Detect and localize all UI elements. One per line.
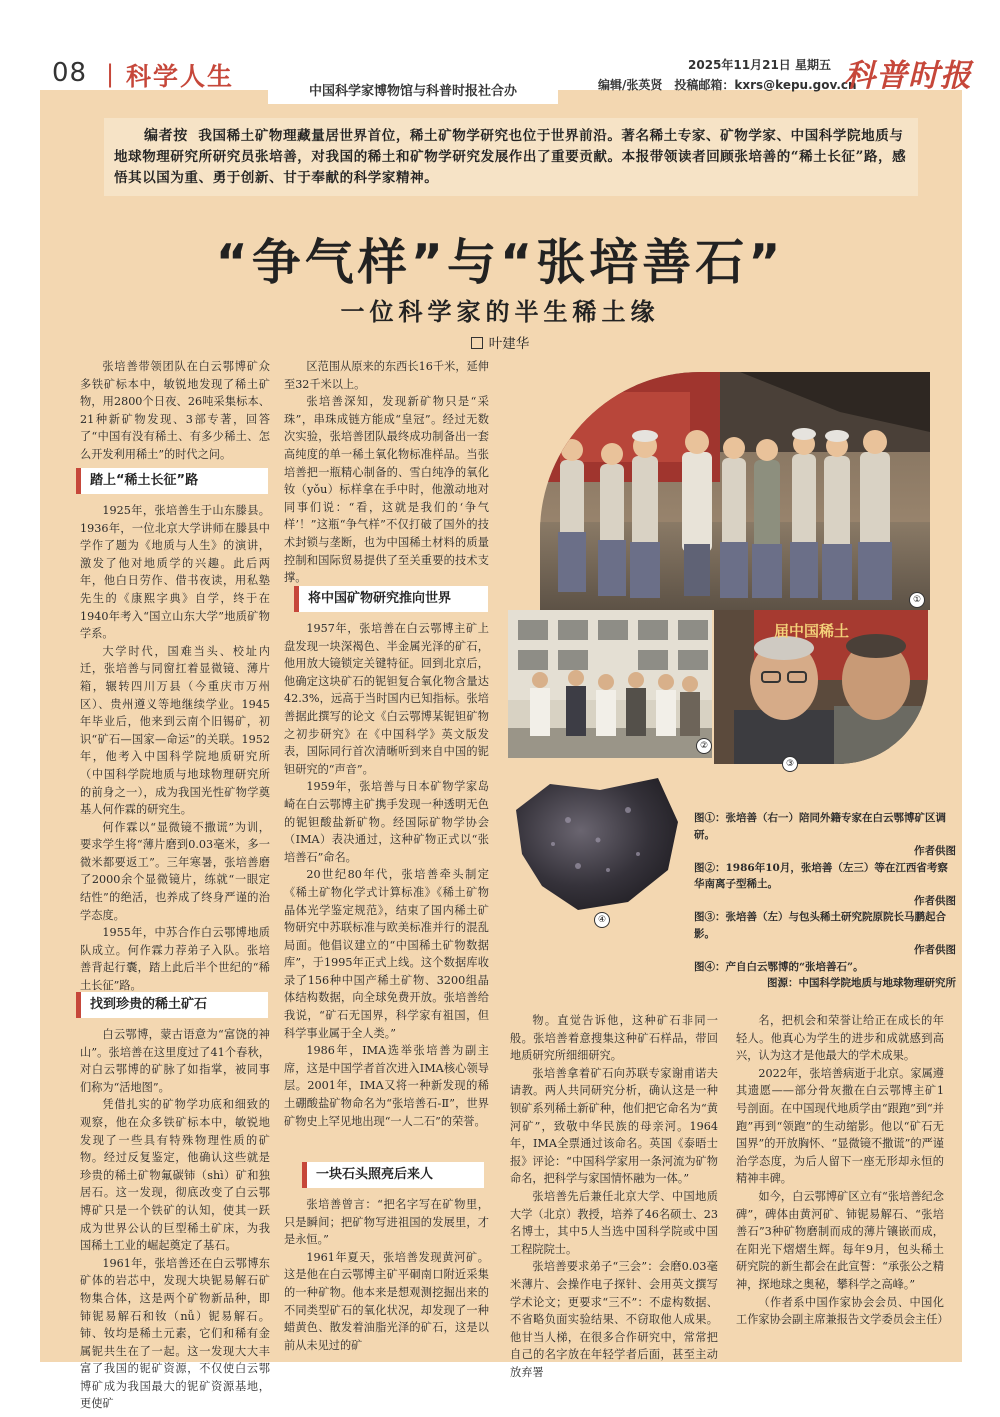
column-3 [510,1012,718,1381]
paragraph: 名，把机会和荣誉让给正在成长的年轻人。他真心为学生的进步和成就感到高兴，认为这才是他最大的学术成果。 [736,1014,944,1063]
caption-1-credit: 作者供图 [914,845,956,857]
paragraph: 何作霖以“显微镜不撒谎”为训，要求学生将“薄片磨到0.03毫米，多一微米都要返工”。三年寒暑，张培善磨了2000余个显微镜片，练就“一眼定结性”的绝活，也养成了终身严谨的治学态度。 [80,820,270,922]
rock-graphic [508,770,688,928]
subhead-text: 将中国矿物研究推向世界 [308,591,452,606]
caption-1: 图①：张培善（右一）陪同外籍专家在白云鄂博矿区调研。 [694,812,946,841]
editor-note [114,126,910,189]
subhead-bar [76,992,81,1018]
subhead-2 [76,992,268,1018]
header-separator: | [106,60,115,88]
paragraph: 20世纪80年代，张培善牵头制定《稀土矿物化学式计算标准》《稀土矿物晶体光学鉴定规范》，结束了国内稀土矿物研究中苏联标准与欧美标准并行的混乱局面。他倡议建立的“中国稀土矿物数据库”，于1995年正式上线。这个数据库收录了156种中国产稀土矿物、3200组晶体结构数据，向全球免费开放。张培善给我说，“矿石无国界，科学家有祖国，但科学事业属于全人类。” [284,868,489,1040]
author-box-icon [471,337,483,349]
newspaper-logo: 科普时报 [844,58,972,94]
photo-3-number: ③ [782,756,798,772]
paragraph: 如今，白云鄂博矿区立有“张培善纪念碑”，碑体由黄河矿、铈铌易解石、“张培善石”3种矿物磨制而成的薄片镶嵌而成，在阳光下熠熠生辉。每年9月，包头稀土研究院的新生都会在此宣誓：“承张公之精神，探地球之奥秘，攀科学之高峰。” [736,1189,944,1291]
caption-3: 图③：张培善（左）与包头稀土研究院原院长马鹏起合影。 [694,911,946,940]
photo-1-graphic [540,372,930,610]
author-name: 叶建华 [488,336,530,352]
paragraph: 1986年，IMA选举张培善为副主席，这是中国学者首次进入IMA核心领导层。2001年，IMA又将一种新发现的稀土硼酸盐矿物命名为“张培善石-Ⅱ”，世界矿物史上罕见地出现“一人二石”的荣誉。 [284,1044,489,1128]
paragraph: 1925年，张培善生于山东滕县。1936年，一位北京大学讲师在滕县中学作了题为《地质与人生》的演讲，激发了他对地质学的兴趣。此后两年，他白日劳作、借书夜读，用私塾先生的《康熙字典》自学，终于在1940年考入“国立山东大学”地质矿物学系。 [80,504,270,641]
paragraph: 张培善要求弟子“三会”：会磨0.03毫米薄片、会操作电子探针、会用英文撰写学术论文；更要求“三不”：不虚构数据、不省略负面实验结果、不窃取他人成果。他甘当人梯，在很多合作研究中，常常把自己的名字放在年轻学者后面，甚至主动放弃署 [510,1260,718,1379]
caption-source: 图源：中国科学院地质与地球物理研究所 [767,977,956,989]
subhead-4 [302,1162,484,1188]
column-2-bottom [284,1196,489,1354]
paragraph: 白云鄂博，蒙古语意为“富饶的神山”。张培善在这里度过了41个春秋，对白云鄂博的矿脉了如指掌，被同事们称为“活地图”。 [80,1028,270,1094]
date-line: 2025年11月21日 星期五 [688,58,831,72]
cooperation-banner: 中国科学家博物馆与科普时报社合办 [268,80,558,104]
paragraph: 张培善拿着矿石向苏联专家谢甫诺夫请教。两人共同研究分析，确认这是一种钡矿系列稀土新矿种，他们把它命名为“黄河矿”，致敬中华民族的母亲河。1964年，IMA全票通过该命名。英国《泰晤士报》评论：“中国科学家用一条河流为矿物命名，把科学与家国情怀融为一体。” [510,1066,718,1186]
subhead-3 [294,586,488,612]
paragraph: 张培善曾言：“把名字写在矿物里，只是瞬间；把矿物写进祖国的发展里，才是永恒。” [284,1198,489,1247]
photo-4 [508,770,688,928]
paragraph: 2022年，张培善病逝于北京。家属遵其遗愿——部分骨灰撒在白云鄂博主矿1号剖面。在中国现代地质学由“跟跑”到“并跑”再到“领跑”的生动缩影。他以“矿石无国界”的开放胸怀、“显微镜不撒谎”的严谨治学态度，为后人留下一座无形却永恒的精神丰碑。 [736,1066,944,1186]
caption-2: 图②：1986年10月，张培善（左三）等在江西省考察华南离子型稀土。 [694,861,948,890]
subhead-1 [76,468,268,494]
editor-note-text: 我国稀土矿物理藏量居世界首位，稀土矿物学研究也位于世界前沿。著名稀土专家、矿物学家、中国科学院地质与地球物理研究所研究员张培善，对我国的稀土和矿物学研究发展作出了重要贡献。本报带领读者回顾张培善的“稀土长征”路，感悟其以国为重、勇于创新、甘于奉献的科学家精神。 [114,128,907,186]
subhead-bar [302,1162,307,1188]
article-subtitle: 一位科学家的半生稀土缘 [340,297,660,326]
caption-2-credit: 作者供图 [914,894,956,907]
photo-4-number: ④ [594,912,610,928]
column-1-top [80,358,270,464]
subhead-text: 一块石头照亮后来人 [316,1167,434,1182]
paragraph: 区范围从原来的东西长16千米，延伸至32千米以上。 [284,360,489,391]
photo-2-number: ② [696,738,712,754]
photo-3-banner: 届中国稀土 [774,622,850,640]
paragraph: 1957年，张培善在白云鄂博主矿上盘发现一块深褐色、半金属光泽的矿石，他用放大镜锁定关键特征。回到北京后，他确定这块矿石的铌钽复合氧化物含量达42.3%，远高于当时国内已知指标。张培善据此撰写的论文《白云鄂博某铌钽矿物之初步研究》在《中国科学》英文版发表，国际同行首次清晰听到来自中国的铌钽研究的“声音”。 [284,622,489,776]
subhead-text: 找到珍贵的稀土矿石 [90,997,208,1012]
photo-2 [508,610,712,758]
paragraph: 1955年，中苏合作白云鄂博地质队成立。何作霖力荐弟子入队。张培善背起行囊，踏上此后半个世纪的“稀土长征”路。 [80,926,270,993]
paragraph: 大学时代，国难当头、校址内迁，张培善与同窗扛着显微镜、薄片箱，辗转四川万县（今重庆市万州区）、贵州遵义等地继续学业。1945年毕业后，他来到云南个旧锡矿，初识“矿石—国家—命运”的关联。1952年，他考入中国科学院地质研究所（中国科学院地质与地球物理研究所的前身之一），成为我国光性矿物学奠基人何作霖的研究生。 [80,644,270,817]
editor-note-label: 编者按 [144,128,188,144]
column-2-top [284,358,489,587]
photo-2-graphic [508,610,712,758]
paragraph: （作者系中国作家协会会员、中国化工作家协会副主席兼报告文学委员会主任） [736,1295,949,1327]
article-title: “争气样”与“张培善石” [215,234,785,291]
paragraph: 凭借扎实的矿物学功底和细致的观察，他在众多铁矿标本中，敏锐地发现了一些具有特殊物理性质的矿物。经过反复鉴定，他确认这些就是珍贵的稀土矿物氟碳铈（shì）矿和独居石。这一发现，彻底改变了白云鄂博矿只是一个铁矿的认知，使其一跃成为世界公认的巨型稀土矿床，为我国稀土工业的崛起奠定了基石。 [80,1098,270,1253]
section-title: 科学人生 [126,62,235,91]
article-author [40,332,960,352]
subhead-text: 踏上“稀土长征”路 [90,473,199,488]
caption-3-credit: 作者供图 [914,944,956,956]
paragraph: 张培善深知，发现新矿物只是“采珠”，串珠成链方能成“皇冠”。经过无数次实验，张培善团队最终成功制备出一套高纯度的单一稀土氧化物标准样品。当张培善把一瓶精心制备的、雪白纯净的氧化钕（yǒu）标样拿在手中时，他激动地对同事们说：“看，这就是我们的‘争气样’！”这瓶“争气样”不仅打破了国外的技术封锁与垄断，也为中国稀土材料的质量控制和国际贸易提供了至关重要的技术支撑。 [284,395,489,585]
photo-1-number: ① [909,592,925,608]
paragraph: 1959年，张培善与日本矿物学家岛崎在白云鄂博主矿携手发现一种透明无色的铌钽酸盐新矿物。经国际矿物学协会（IMA）表决通过，这种矿物正式以“张培善石”命名。 [284,780,489,864]
subhead-bar [294,586,299,612]
column-1-middle [80,502,270,995]
column-2-middle [284,620,489,1130]
paragraph: 1961年，张培善还在白云鄂博东矿体的岩芯中，发现大块铌易解石矿物集合体，这是两个矿物新品种，即铈铌易解石和钕（nǚ）铌易解石。铈、钕均是稀土元素，它们和稀有金属铌共生在了一起。这一发现大大丰富了我国的铌矿资源，不仅使白云鄂博矿成为我国最大的铌矿资源基地，更使矿 [80,1256,270,1411]
editor-line: 编辑/张英贤 投稿邮箱：kxrs@kepu.gov.cn [598,78,857,92]
paragraph: 张培善先后兼任北京大学、中国地质大学（北京）教授，培养了46名硕士、23名博士，其中5人当选中国科学院或中国工程院院士。 [510,1189,718,1256]
caption-4: 图④：产自白云鄂博的“张培善石”。 [694,960,864,973]
column-4 [736,1012,949,1329]
paragraph: 1961年夏天，张培善发现黄河矿。这是他在白云鄂博主矿平硐南口附近采集的一种矿物。他本来是想观测挖掘出来的不同类型矿石的氧化状况，却发现了一种蜡黄色、散发着油脂光泽的矿石，这是以前从未见过的矿 [284,1250,489,1352]
paragraph: 物。直觉告诉他，这种矿石非同一般。张培善着意搜集这种矿石样品，带回地质研究所细细研究。 [510,1014,718,1063]
photo-captions [694,810,956,992]
column-1-bottom [80,1026,270,1413]
subhead-bar [76,468,81,494]
photo-1 [540,372,930,610]
paragraph: 张培善带领团队在白云鄂博矿众多铁矿标本中，敏锐地发现了稀土矿物，用2800个日夜、26吨采集标本、21种新矿物发现、3部专著，回答了“中国有没有稀土、有多少稀土、怎么开发利用稀土”的时代之问。 [80,360,270,461]
page-number: 08 [52,58,88,88]
